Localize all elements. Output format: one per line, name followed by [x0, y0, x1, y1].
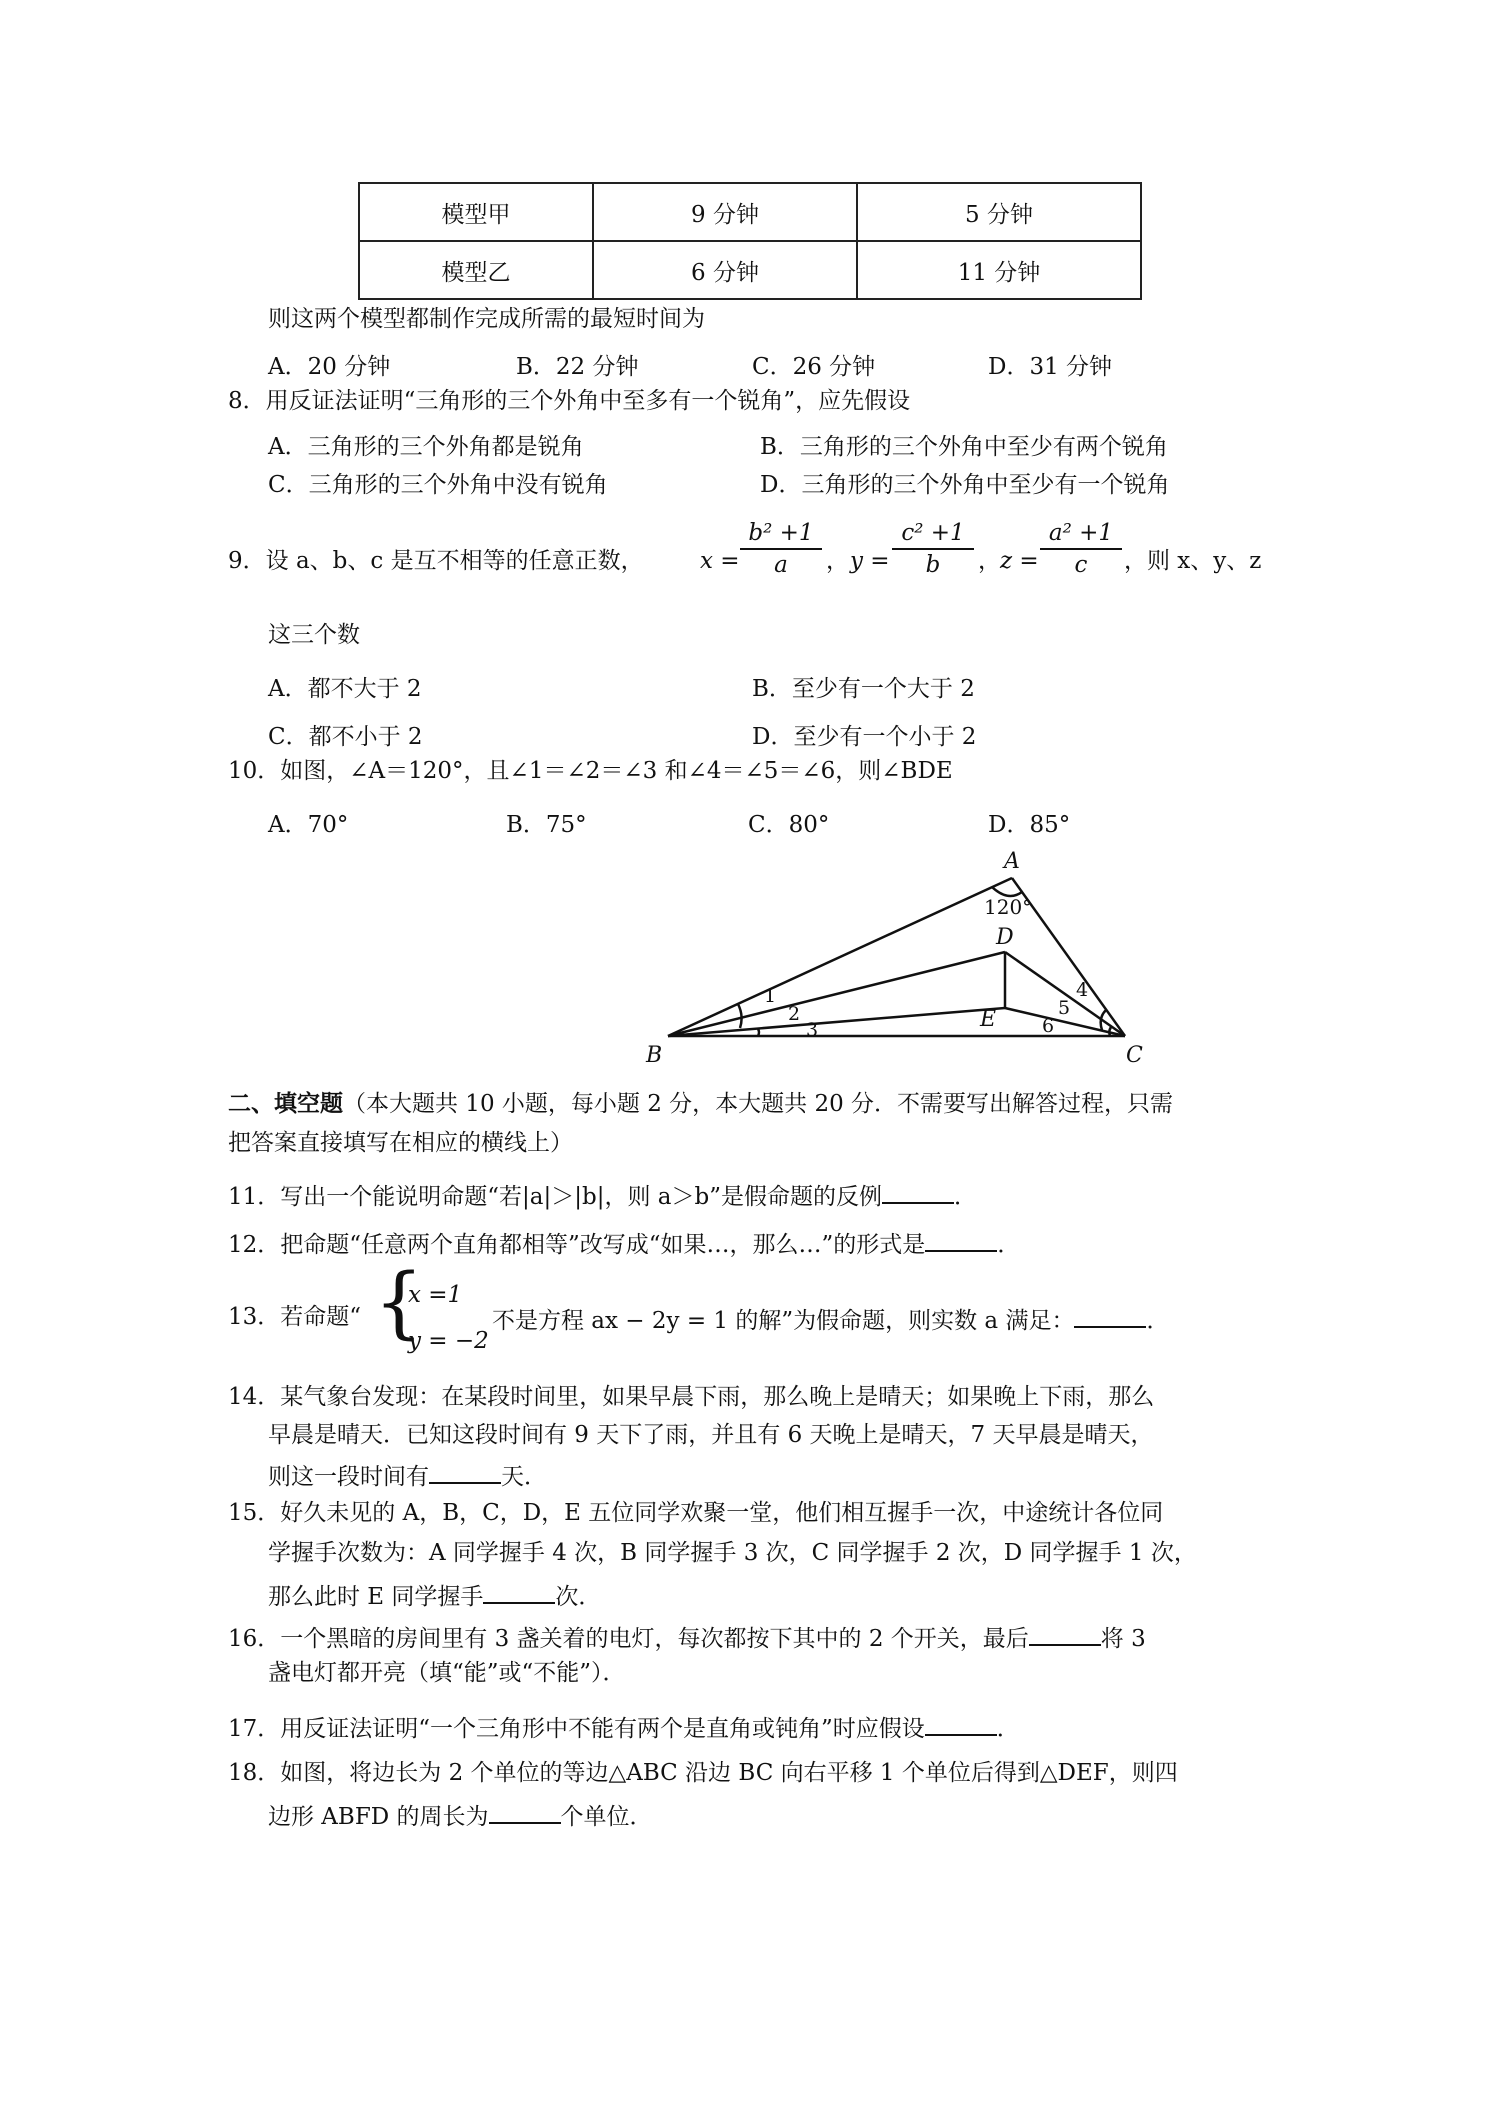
q15-text: 那么此时 E 同学握手 [268, 1584, 484, 1610]
q8-option-a: A．三角形的三个外角都是锐角 [268, 434, 584, 460]
label-angle-6: 6 [1042, 1015, 1055, 1037]
q17-end: ． [996, 1716, 1020, 1742]
table-cell: 模型乙 [359, 241, 593, 299]
q9-y-lhs: y = [850, 548, 890, 574]
q9-z-numerator: a² +1 [1048, 520, 1114, 546]
q13-end: ． [1146, 1308, 1170, 1334]
q9-x-numerator: b² +1 [748, 520, 814, 546]
q7-stem: 则这两个模型都制作完成所需的最短时间为 [268, 306, 705, 332]
table-cell: 模型甲 [359, 183, 593, 241]
q18-end: 个单位． [560, 1804, 653, 1830]
q9-tail: ，则 x、y、z [1124, 548, 1262, 574]
segment-bd [668, 952, 1005, 1036]
q13-eq1: x =1 [408, 1282, 463, 1308]
q16-text-end: 将 3 [1100, 1626, 1146, 1652]
q9-x-fraction [740, 520, 822, 578]
table-cell: 6 分钟 [593, 241, 857, 299]
q13-lead: 13．若命题“ [228, 1304, 362, 1330]
angle-arc-b2 [758, 1029, 759, 1036]
q14-line3 [268, 1460, 547, 1492]
angle-arc-c2 [1109, 1026, 1112, 1036]
q9-y-numerator: c² +1 [901, 520, 965, 546]
table-row [359, 241, 1141, 299]
label-angle-3: 3 [806, 1019, 819, 1041]
q16-line2: 盏电灯都开亮（填“能”或“不能”）． [268, 1660, 626, 1686]
q15-line1: 15．好久未见的 A，B，C，D，E 五位同学欢聚一堂，他们相互握手一次，中途统计各位同 [228, 1500, 1164, 1526]
table-cell: 11 分钟 [857, 241, 1141, 299]
q9-y-denominator: b [892, 548, 974, 578]
q12-answer-blank[interactable] [925, 1228, 997, 1252]
q10-option-d: D．85° [988, 812, 1071, 838]
q18-answer-blank[interactable] [489, 1800, 561, 1824]
q9-z-lhs: z = [1000, 548, 1039, 574]
section2-title: 二、填空题 [228, 1090, 343, 1117]
q17-answer-blank[interactable] [925, 1712, 997, 1736]
label-b: B [646, 1043, 663, 1068]
q9-y-fraction [892, 520, 974, 578]
table-cell: 5 分钟 [857, 183, 1141, 241]
q12-end: ． [997, 1232, 1021, 1258]
q14-line1: 14．某气象台发现：在某段时间里，如果早晨下雨，那么晚上是晴天；如果晚上下雨，那么 [228, 1384, 1155, 1410]
q13-brace: { [374, 1258, 424, 1348]
q15-end: 次． [555, 1584, 602, 1610]
q15-line2: 学握手次数为：A 同学握手 4 次，B 同学握手 3 次，C 同学握手 2 次，D 同学握手 1 次， [268, 1540, 1197, 1566]
label-angle-2: 2 [788, 1003, 801, 1025]
q16-line1 [228, 1622, 1146, 1654]
q13-eq2: y = −2 [408, 1328, 489, 1354]
q14-line2: 早晨是晴天．已知这段时间有 9 天下了雨，并且有 6 天晚上是晴天，7 天早晨是晴天， [268, 1422, 1154, 1448]
label-c: C [1126, 1043, 1143, 1068]
q9-z-fraction [1040, 520, 1122, 578]
q15-answer-blank[interactable] [483, 1580, 555, 1604]
angle-arc-b1 [738, 1004, 742, 1028]
q7-option-c: C．26 分钟 [752, 354, 876, 380]
q9-option-d: D．至少有一个小于 2 [752, 724, 977, 750]
q8-option-c: C．三角形的三个外角中没有锐角 [268, 472, 608, 498]
label-e: E [980, 1007, 997, 1032]
q14-answer-blank[interactable] [429, 1460, 501, 1484]
segment-dc [1005, 952, 1125, 1036]
q11-text: 11．写出一个能说明命题“若|a|＞|b|，则 a＞b”是假命题的反例 [228, 1184, 882, 1210]
q9-option-c: C．都不小于 2 [268, 724, 423, 750]
label-angle-a: 120° [984, 895, 1033, 919]
q15-line3 [268, 1580, 601, 1612]
q10-stem: 10．如图，∠A＝120°，且∠1＝∠2＝∠3 和∠4＝∠5＝∠6，则∠BDE [228, 758, 953, 784]
q9-option-a: A．都不大于 2 [268, 676, 422, 702]
q9-lead: 9．设 a、b、c 是互不相等的任意正数， [228, 548, 644, 574]
q18-line1: 18．如图，将边长为 2 个单位的等边△ABC 沿边 BC 向右平移 1 个单位后得到△DEF，则四 [228, 1760, 1178, 1786]
label-angle-1: 1 [764, 985, 777, 1007]
q8-option-b: B．三角形的三个外角中至少有两个锐角 [760, 434, 1168, 460]
q9-sep2: ， [978, 548, 1001, 574]
q11-end: ． [953, 1184, 977, 1210]
q9-stem2: 这三个数 [268, 622, 360, 648]
q14-text: 则这一段时间有 [268, 1464, 429, 1490]
label-angle-4: 4 [1076, 979, 1089, 1001]
q13-answer-blank[interactable] [1074, 1304, 1146, 1328]
q8-stem: 8．用反证法证明“三角形的三个外角中至多有一个锐角”，应先假设 [228, 388, 911, 414]
q9-x-denominator: a [740, 548, 822, 578]
q9-x-lhs: x = [700, 548, 740, 574]
label-angle-5: 5 [1058, 997, 1071, 1019]
q10-option-a: A．70° [268, 812, 349, 838]
q14-end: 天． [501, 1464, 547, 1490]
q13-mid: 不是方程 ax − 2y = 1 的解”为假命题，则实数 a 满足： [492, 1308, 1075, 1334]
label-a: A [1004, 849, 1020, 874]
q18-text: 边形 ABFD 的周长为 [268, 1804, 489, 1830]
section2-header [228, 1090, 1173, 1119]
q12 [228, 1228, 1020, 1260]
q16-text: 16．一个黑暗的房间里有 3 盏关着的电灯，每次都按下其中的 2 个开关，最后 [228, 1626, 1029, 1652]
section2-desc1: （本大题共 10 小题，每小题 2 分，本大题共 20 分．不需要写出解答过程，只需 [343, 1091, 1174, 1117]
table-cell: 9 分钟 [593, 183, 857, 241]
q12-text: 12．把命题“任意两个直角都相等”改写成“如果…，那么…”的形式是 [228, 1232, 926, 1258]
q11-answer-blank[interactable] [882, 1180, 954, 1204]
triangle-figure [640, 840, 1160, 1080]
label-d: D [996, 925, 1014, 950]
q9-option-b: B．至少有一个大于 2 [752, 676, 975, 702]
q16-answer-blank[interactable] [1029, 1622, 1101, 1646]
q8-option-d: D．三角形的三个外角中至少有一个锐角 [760, 472, 1170, 498]
q9-sep1: ， [826, 548, 849, 574]
q13-rest [492, 1304, 1169, 1336]
table-row [359, 183, 1141, 241]
q10-option-b: B．75° [506, 812, 587, 838]
section2-desc2: 把答案直接填写在相应的横线上） [228, 1130, 573, 1156]
q18-line2 [268, 1800, 653, 1832]
q17-text: 17．用反证法证明“一个三角形中不能有两个是直角或钝角”时应假设 [228, 1716, 925, 1742]
q7-option-b: B．22 分钟 [516, 354, 639, 380]
q7-option-d: D．31 分钟 [988, 354, 1113, 380]
q11 [228, 1180, 977, 1212]
q10-option-c: C．80° [748, 812, 830, 838]
q7-option-a: A．20 分钟 [268, 354, 391, 380]
q9-z-denominator: c [1040, 548, 1122, 578]
q17 [228, 1712, 1020, 1744]
model-time-table [358, 182, 1142, 300]
